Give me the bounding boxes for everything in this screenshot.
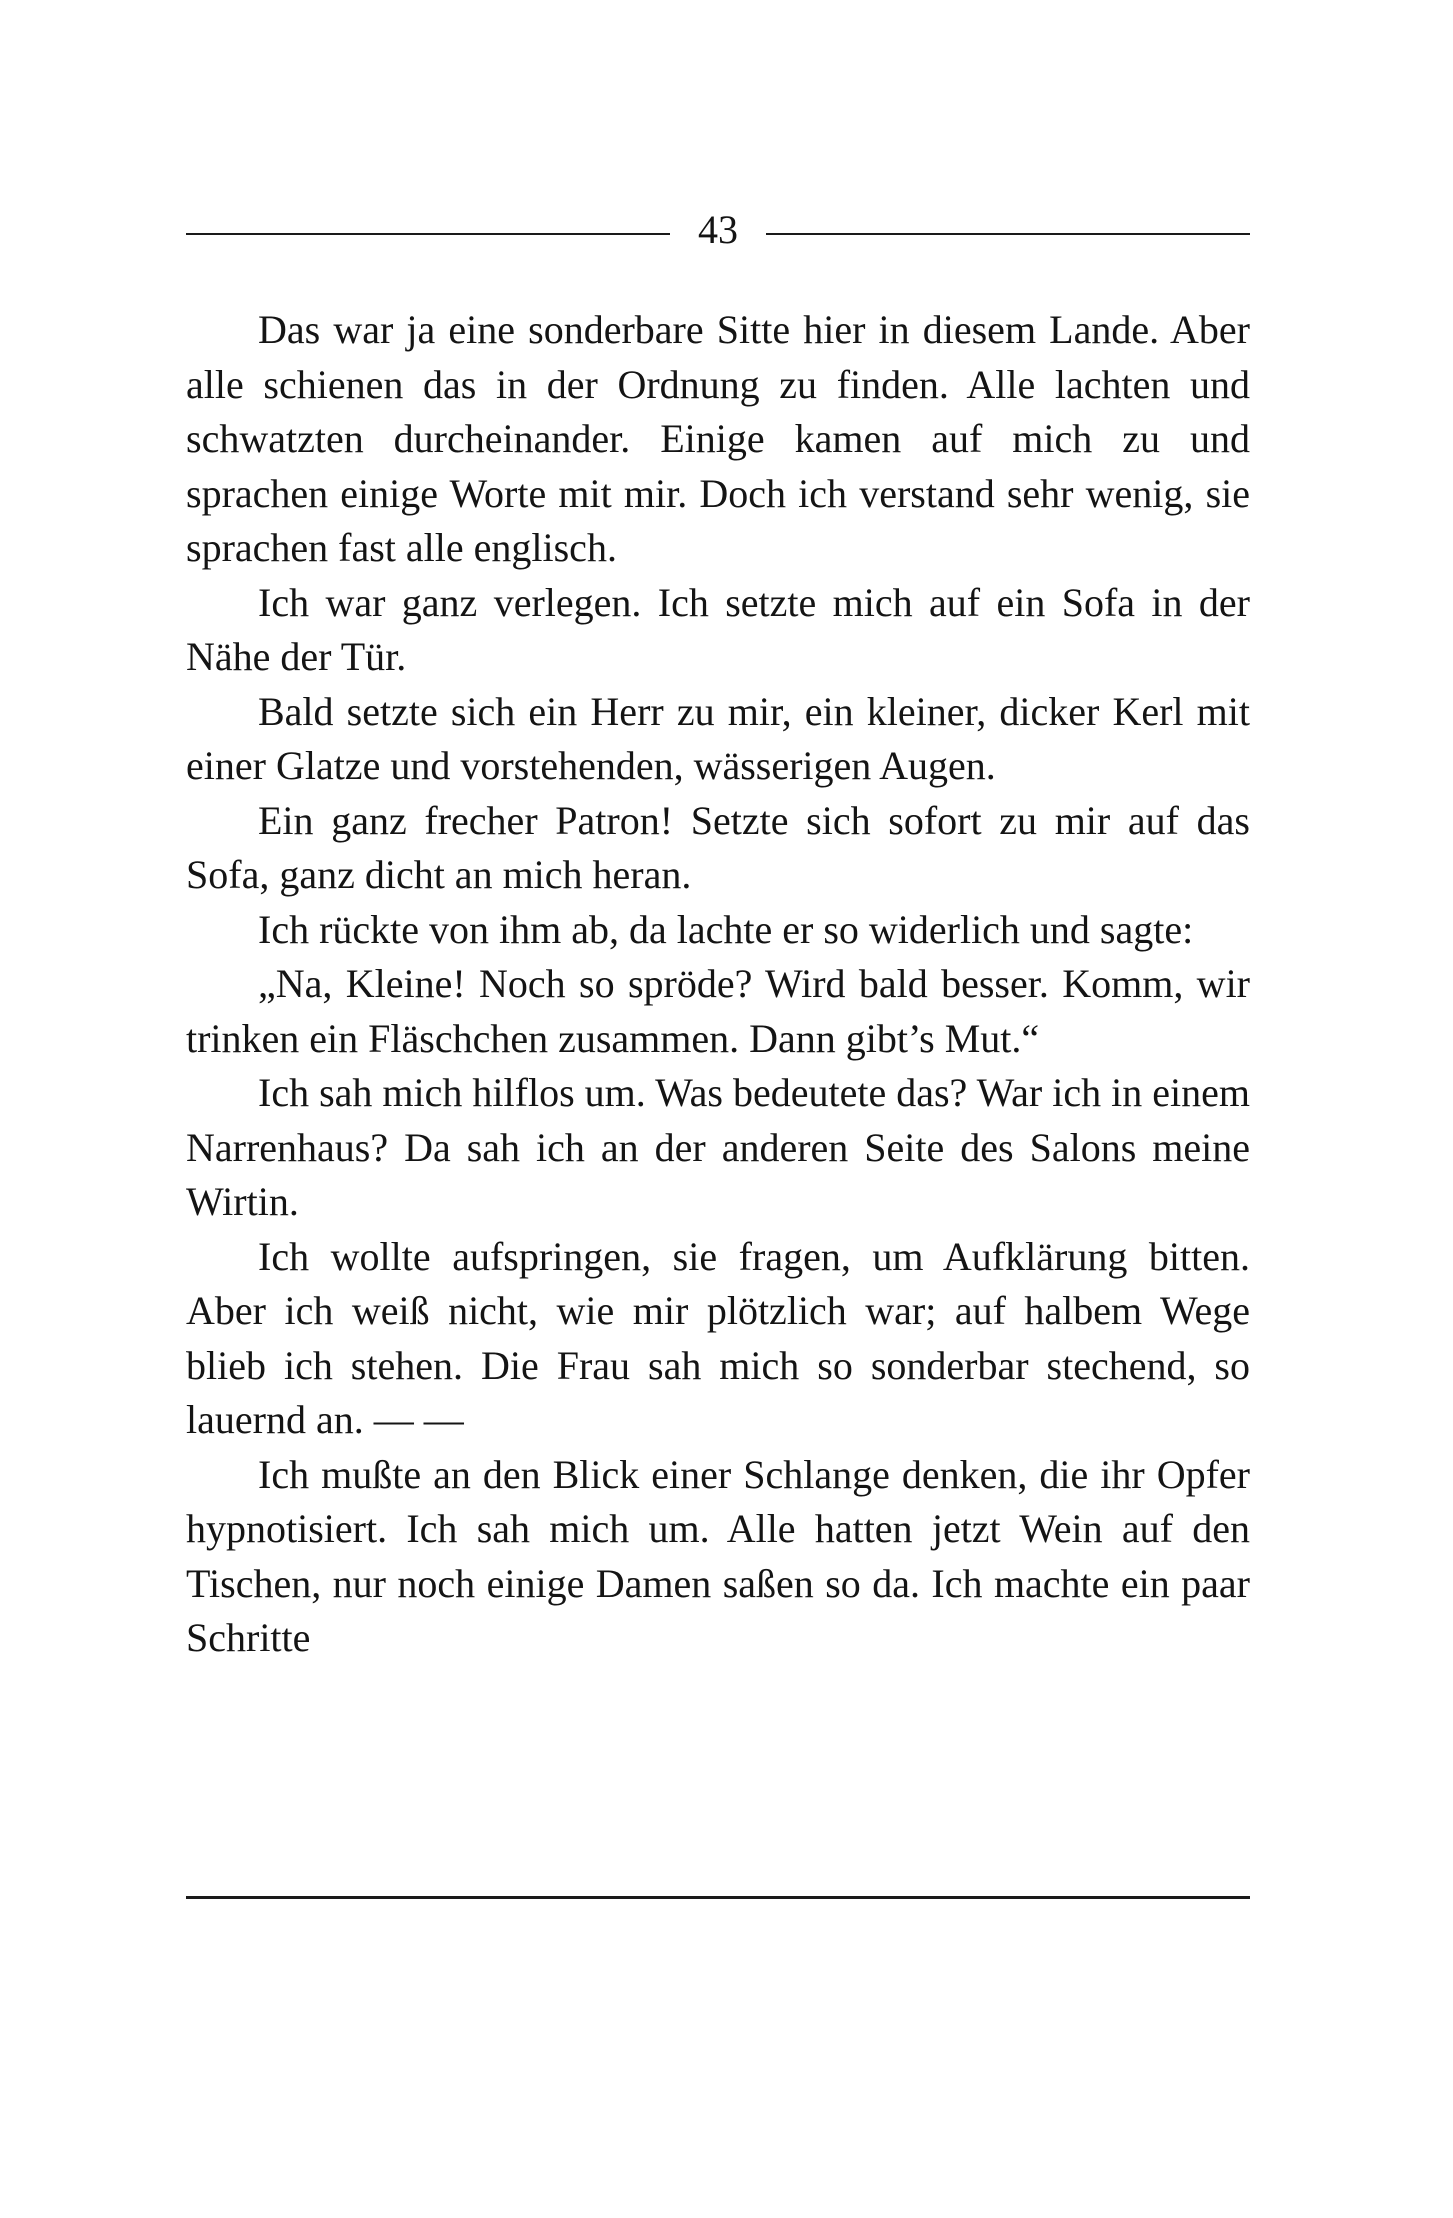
paragraph: Ich wollte aufspringen, sie fragen, um Aufklärung bitten. Aber ich weiß nicht, wie mir plötzlich war; auf halbem Wege blieb ich stehen. Die Frau sah mich so sonderbar stechend, so lauernd an. — — xyxy=(186,1233,1250,1442)
paragraph: Ich war ganz verlegen. Ich setzte mich auf ein Sofa in der Nähe der Tür. xyxy=(186,579,1250,679)
header-rule-right xyxy=(766,233,1250,235)
paragraph: „Na, Kleine! Noch so spröde? Wird bald besser. Komm, wir trinken ein Fläschchen zusammen. Dann gibt’s Mut.“ xyxy=(186,961,1250,1061)
paragraph: Das war ja eine sonderbare Sitte hier in diesem Lande. Aber alle schienen das in der Ordnung zu finden. Alle lachten und schwatzten durcheinander. Einige kamen auf mich zu und sprachen einige Worte mit mir. Doch ich verstand sehr wenig, sie sprachen fast alle englisch. xyxy=(186,307,1250,570)
page-number: 43 xyxy=(698,207,738,252)
body-text xyxy=(186,303,1250,1666)
footer-rule xyxy=(186,1896,1250,1899)
paragraph: Ein ganz frecher Patron! Setzte sich sofort zu mir auf das Sofa, ganz dicht an mich heran. xyxy=(186,797,1250,897)
paragraph: Ich mußte an den Blick einer Schlange denken, die ihr Opfer hypnotisiert. Ich sah mich um. Alle hatten jetzt Wein auf den Tischen, nur noch einige Damen saßen so da. Ich machte ein paar Schritte xyxy=(186,1451,1250,1660)
page-header xyxy=(186,200,1250,260)
paragraph: Bald setzte sich ein Herr zu mir, ein kleiner, dicker Kerl mit einer Glatze und vorstehenden, wässerigen Augen. xyxy=(186,688,1250,788)
header-rule-left xyxy=(186,233,670,235)
paragraph: Ich rückte von ihm ab, da lachte er so widerlich und sagte: xyxy=(258,906,1194,952)
paragraph: Ich sah mich hilflos um. Was bedeutete das? War ich in einem Narrenhaus? Da sah ich an der anderen Seite des Salons meine Wirtin. xyxy=(186,1070,1250,1224)
